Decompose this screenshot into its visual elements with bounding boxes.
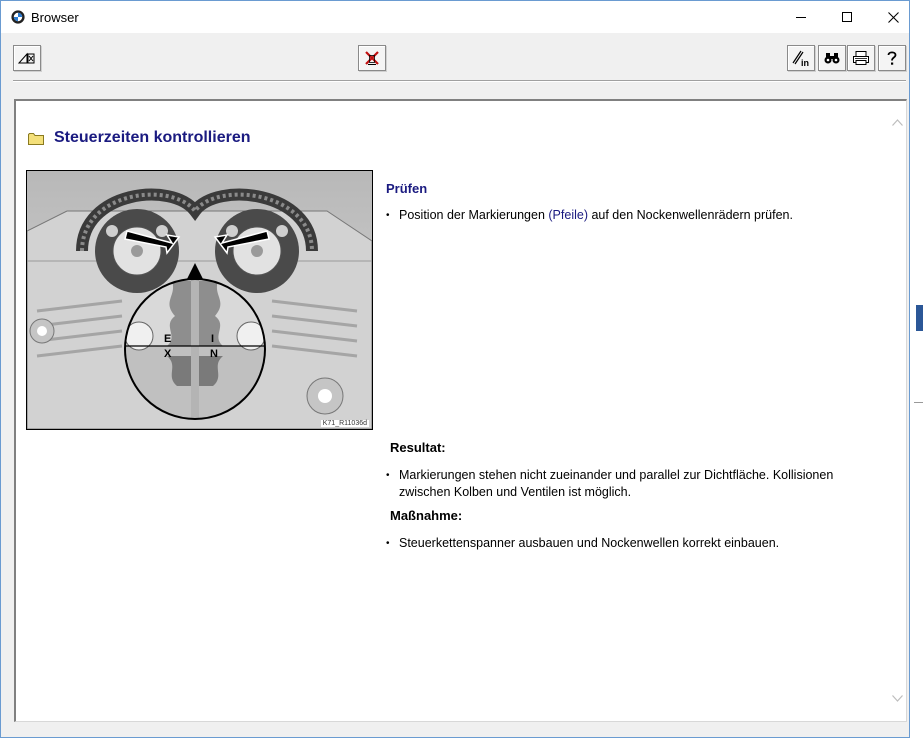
- mark-in-label: I: [211, 333, 215, 345]
- help-icon: [885, 49, 899, 67]
- help-button[interactable]: [878, 45, 906, 71]
- result-heading: Resultat:: [390, 440, 446, 455]
- binoculars-icon: [823, 50, 841, 66]
- mark-ex-label: E: [164, 333, 172, 345]
- maximize-button[interactable]: [824, 1, 870, 33]
- window-title: Browser: [31, 10, 79, 25]
- info-in-icon: [790, 48, 812, 68]
- folder-icon: [28, 132, 44, 145]
- close-icon: [888, 12, 899, 23]
- bullet-dot: •: [386, 538, 390, 549]
- back-document-icon: [17, 50, 37, 66]
- timing-marks-figure: [26, 170, 373, 430]
- svg-text:in: in: [801, 58, 809, 68]
- svg-text:X: X: [164, 348, 172, 360]
- page-title: Steuerzeiten kontrollieren: [54, 129, 251, 146]
- action-heading: Maßnahme:: [390, 508, 463, 523]
- svg-text:N: N: [210, 348, 218, 360]
- bmw-logo-icon: [11, 10, 25, 24]
- minimize-icon: [796, 12, 807, 23]
- document-heading: [28, 128, 251, 148]
- chevron-up-icon: [892, 119, 903, 126]
- minimize-button[interactable]: [778, 1, 824, 33]
- back-document-button[interactable]: [13, 45, 41, 71]
- scroll-down-button[interactable]: [890, 691, 905, 706]
- cancel-x-icon: [363, 49, 381, 67]
- engine-illustration: [27, 171, 372, 429]
- info-in-button[interactable]: [787, 45, 815, 71]
- background-window-accent: [916, 305, 923, 331]
- title-bar: [1, 1, 909, 33]
- scroll-up-button[interactable]: [890, 115, 905, 130]
- toolbar-separator-highlight: [13, 81, 906, 82]
- cancel-button[interactable]: [358, 45, 386, 71]
- document-view: Steuerzeiten kontrollieren E X I N K71_R11036d Prüfen • Position der Markierungen (Pfeile) auf den Nockenwellenrädern prüfen. Resultat: • Markierungen stehen nicht zueinander und parallel zur Dichtfläche. Kollisionen zwischen Kolben und Ventilen ist möglich. Maßnahme: • Steuerkettenspanner ausbauen und Nockenwellen korrekt einbauen.: [14, 99, 907, 722]
- bullet-dot: •: [386, 210, 390, 221]
- background-window-line: [914, 402, 923, 403]
- background-window-edge: [910, 0, 923, 740]
- chevron-down-icon: [892, 695, 903, 702]
- check-heading: Prüfen: [386, 181, 428, 196]
- toolbar: [1, 33, 909, 81]
- bullet-dot: •: [386, 470, 390, 481]
- maximize-icon: [842, 12, 853, 23]
- printer-icon: [852, 50, 870, 66]
- print-button[interactable]: [847, 45, 875, 71]
- figure-code: K71_R11036d: [322, 420, 367, 427]
- search-button[interactable]: [818, 45, 846, 71]
- arrows-link[interactable]: (Pfeile): [548, 208, 588, 222]
- vertical-scrollbar[interactable]: [889, 101, 906, 721]
